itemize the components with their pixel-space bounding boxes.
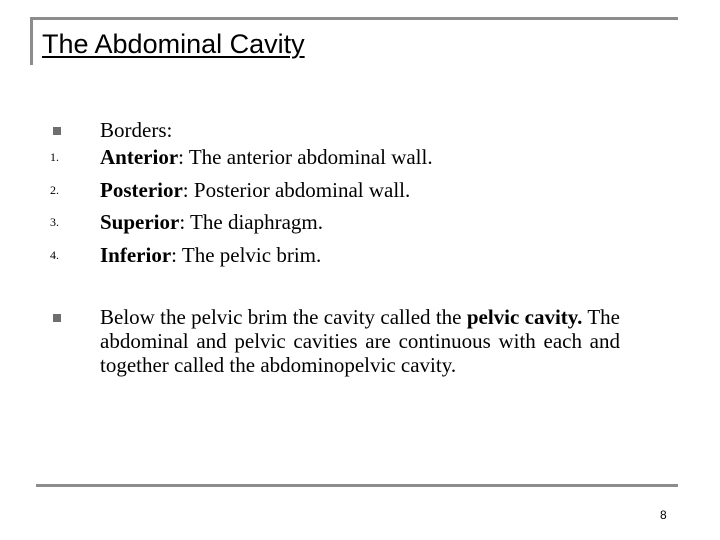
footer-divider <box>36 484 678 487</box>
title-frame-left-line <box>30 17 33 65</box>
border-description: The pelvic brim. <box>177 243 322 267</box>
paragraph-text-after: The abdominal and pelvic cavities are continuous with each and together called the abdominopelvic cavity. <box>100 305 620 377</box>
border-description: Posterior abdominal wall. <box>188 178 411 202</box>
border-term: Inferior <box>100 243 172 267</box>
border-separator: : <box>171 243 177 267</box>
list-number-3: 3. <box>50 215 59 229</box>
border-item-anterior <box>100 145 433 169</box>
border-term: Superior <box>100 210 180 234</box>
border-item-posterior <box>100 178 410 202</box>
pelvic-cavity-term: pelvic cavity. <box>466 305 583 329</box>
border-description: The anterior abdominal wall. <box>183 145 433 169</box>
border-description: The diaphragm. <box>185 210 324 234</box>
title-frame-top-line <box>30 17 678 20</box>
border-separator: : <box>182 178 189 202</box>
list-number-4: 4. <box>50 248 59 262</box>
square-bullet-icon <box>50 305 80 329</box>
square-bullet-icon <box>50 118 80 142</box>
paragraph-text-before: Below the pelvic brim the cavity called the <box>100 305 467 329</box>
list-number-1: 1. <box>50 150 59 164</box>
pelvic-cavity-paragraph <box>100 305 620 377</box>
border-item-superior <box>100 210 323 234</box>
list-number-2: 2. <box>50 183 59 197</box>
border-term: Anterior <box>100 145 179 169</box>
border-term: Posterior <box>100 178 183 202</box>
border-separator: : <box>178 145 184 169</box>
slide-title: The Abdominal Cavity <box>42 29 305 59</box>
borders-heading: Borders: <box>100 118 173 142</box>
border-separator: : <box>179 210 186 234</box>
page-number: 8 <box>660 508 667 522</box>
border-item-inferior <box>100 243 321 267</box>
